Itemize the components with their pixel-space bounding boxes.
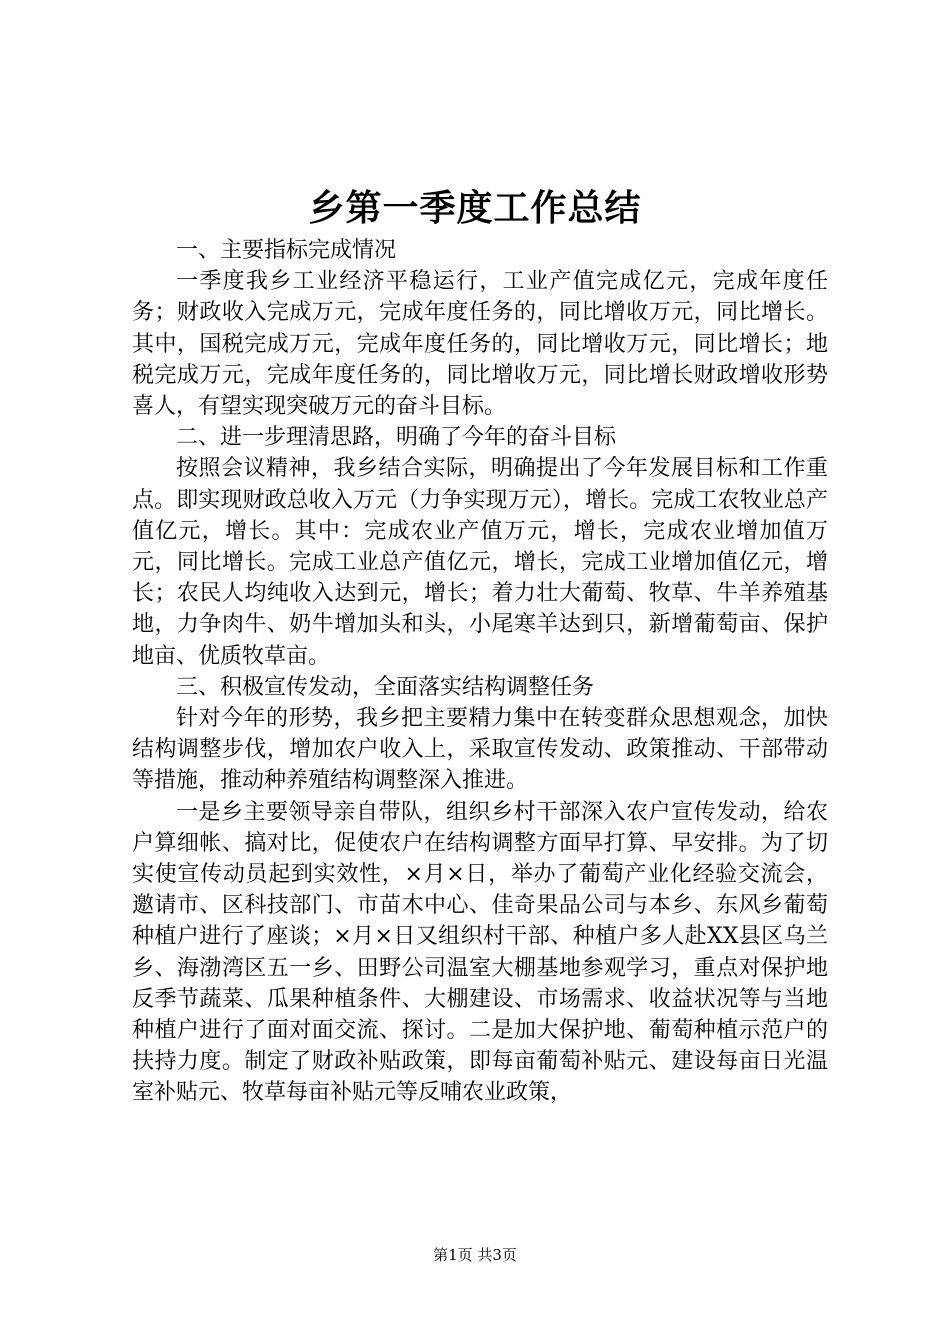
document-title: 乡第一季度工作总结 xyxy=(308,188,642,229)
section-heading-2: 二、进一步理清思路，明确了今年的奋斗目标 xyxy=(176,425,617,451)
page-number-footer: 第1页 共3页 xyxy=(433,1246,517,1264)
paragraph: 一是乡主要领导亲自带队，组织乡村干部深入农户宣传发动，给农户算细帐、搞对比，促使农户在结构调整方面早打算、早安排。为了切实使宣传动员起到实效性，×月×日，举办了葡萄产业化经验交流会，邀请市、区科技部门、市苗木中心、佳奇果品公司与本乡、东风乡葡萄种植户进行了座谈；×月×日又组织村干部、种植户多人赴XX县区乌兰乡、海渤湾区五一乡、田野公司温室大棚基地参观学习，重点对保护地反季节蔬菜、瓜果种植条件、大棚建设、市场需求、收益状况等与当地种植户进行了面对面交流、探讨。二是加大保护地、葡萄种植示范户的扶持力度。制定了财政补贴政策，即每亩葡萄补贴元、建设每亩日光温室补贴元、牧草每亩补贴元等反哺农业政策， xyxy=(132,799,828,1106)
paragraph: 一季度我乡工业经济平稳运行，工业产值完成亿元，完成年度任务；财政收入完成万元，完成年度任务的，同比增收万元，同比增长。其中，国税完成万元，完成年度任务的，同比增收万元，同比增长；地税完成万元，完成年度任务的，同比增收万元，同比增长财政增收形势喜人，有望实现突破万元的奋斗目标。 xyxy=(132,269,828,420)
section-heading-1: 一、主要指标完成情况 xyxy=(176,238,397,263)
section-heading-3: 三、积极宣传发动，全面落实结构调整任务 xyxy=(176,674,595,700)
paragraph: 针对今年的形势，我乡把主要精力集中在转变群众思想观念，加快结构调整步伐，增加农户收入上，采取宣传发动、政策推动、干部带动等措施，推动种养殖结构调整深入推进。 xyxy=(132,706,828,794)
document-body xyxy=(132,235,828,1109)
paragraph: 按照会议精神，我乡结合实际，明确提出了今年发展目标和工作重点。即实现财政总收入万元（力争实现万元），增长。完成工农牧业总产值亿元，增长。其中：完成农业产值万元，增长，完成农业增加值万元，同比增长。完成工业总产值亿元，增长，完成工业增加值亿元，增长；农民人均纯收入达到元，增长；着力壮大葡萄、牧草、牛羊养殖基地，力争肉牛、奶牛增加头和头，小尾寒羊达到只，新增葡萄亩、保护地亩、优质牧草亩。 xyxy=(132,456,828,669)
